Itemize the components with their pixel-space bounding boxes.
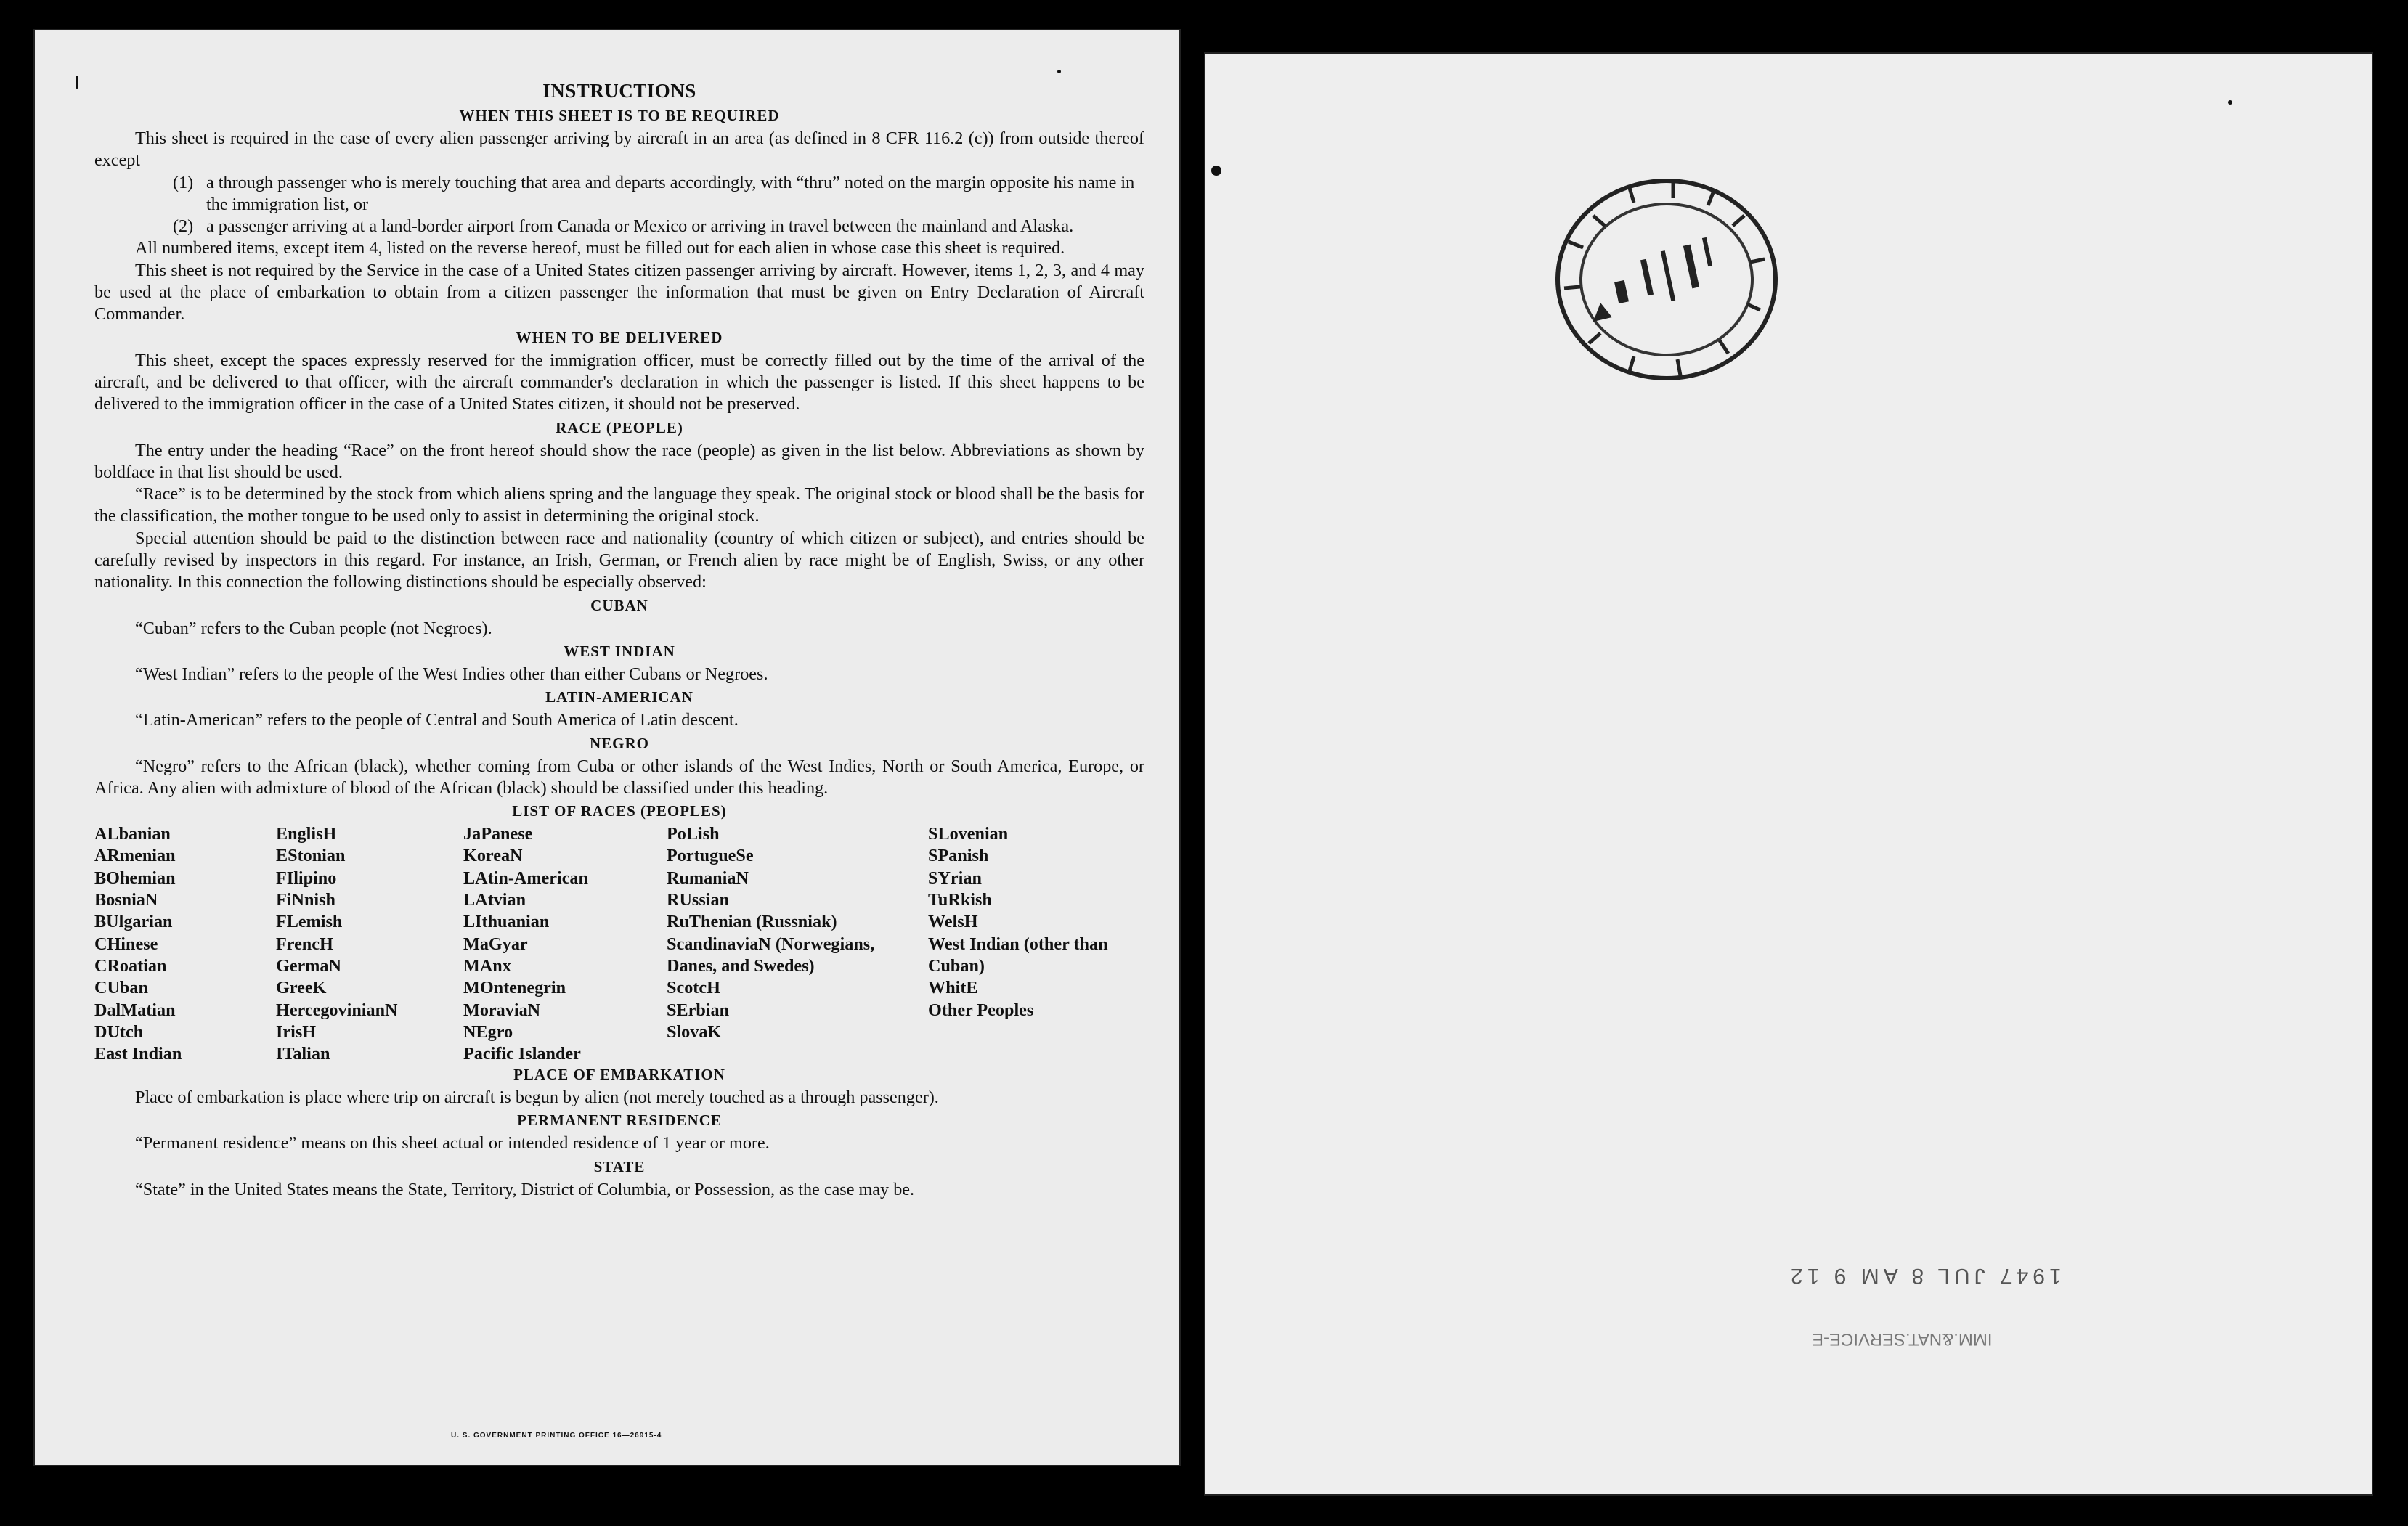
race-entry: EStonian <box>276 846 346 866</box>
race-entry: TuRkish <box>928 890 992 910</box>
race-entry: HercegovinianN <box>276 1000 398 1020</box>
race-entry: NEgro <box>463 1021 513 1042</box>
section-state: STATE <box>593 1157 646 1175</box>
paragraph-required: This sheet is required in the case of every alien passenger arriving by aircraft in an area (as defined in 8 CFR 116.2 (c)) from outside thereof except <box>94 128 1144 171</box>
race-entry: DUtch <box>94 1021 144 1042</box>
paragraph-numbered-items: All numbered items, except item 4, listed on the reverse hereof, must be filled out for each alien in whose case this sheet is required. <box>135 238 1065 258</box>
race-entry: SLovenian <box>928 824 1009 844</box>
race-entry: SPanish <box>928 846 989 866</box>
race-entry: MOntenegrin <box>463 978 566 998</box>
race-entry: Other Peoples <box>928 1000 1034 1020</box>
scan-speck <box>1057 70 1061 73</box>
received-date-stamp: 1947 JUL 8 AM 9 12 <box>1786 1264 2062 1288</box>
race-entry: BOhemian <box>94 868 176 888</box>
race-entry: JaPanese <box>463 824 533 844</box>
race-entry: CHinese <box>94 934 158 954</box>
race-entry: ALbanian <box>94 824 171 844</box>
race-entry: SYrian <box>928 868 982 888</box>
race-entry: FrencH <box>276 934 333 954</box>
paragraph-citizen: This sheet is not required by the Service in the case of a United States citizen passenger arriving by aircraft. However, items 1, 2, 3, and 4 may be used at the place of embarkation to obtain from a citizen passenger the information that must be given on Entry Declaration of Aircraft Commander. <box>94 260 1144 325</box>
section-negro: NEGRO <box>589 734 649 752</box>
item-number: (1) <box>173 172 194 192</box>
race-entry: IrisH <box>276 1021 317 1042</box>
section-when-delivered: WHEN TO BE DELIVERED <box>516 328 723 346</box>
race-column-1 <box>94 823 269 1065</box>
race-column-3 <box>463 823 659 1065</box>
race-entry: WhitE <box>928 978 978 998</box>
race-entry: ARmenian <box>94 846 176 866</box>
race-entry: RuThenian (Russniak) <box>667 912 837 932</box>
race-entry: East Indian <box>94 1044 182 1064</box>
scan-speck <box>2228 100 2232 105</box>
race-entry: BUlgarian <box>94 912 173 932</box>
race-entry: WelsH <box>928 912 978 932</box>
paragraph-west-indian: “West Indian” refers to the people of the West Indies other than either Cubans or Negroes. <box>135 664 768 684</box>
instructions-document <box>94 80 1144 1201</box>
race-entry: CUban <box>94 978 148 998</box>
race-entry: RumaniaN <box>667 868 749 888</box>
race-entry: FIlipino <box>276 868 337 888</box>
paragraph-permanent-residence: “Permanent residence” means on this sheet actual or intended residence of 1 year or more. <box>135 1133 770 1154</box>
paragraph-latin-american: “Latin-American” refers to the people of Central and South America of Latin descent. <box>135 710 739 730</box>
paragraph-race-stock: “Race” is to be determined by the stock from which aliens spring and the language they speak. The original stock or blood shall be the basis for the classification, the mother tongue to be used only to assist in determining the original stock. <box>94 484 1144 526</box>
race-entry: EnglisH <box>276 824 337 844</box>
race-entry: ITalian <box>276 1044 330 1064</box>
item-number: (2) <box>173 216 194 237</box>
race-entry: MoraviaN <box>463 1000 541 1020</box>
paragraph-delivered: This sheet, except the spaces expressly reserved for the immigration officer, must be correctly filled out by the time of the arrival of the aircraft, and be delivered to that officer, with the aircraft commander's declaration in which the passenger is listed. If this sheet happens to be delivered to the immigration officer in the case of a United States citizen, it should not be preserved. <box>94 350 1144 415</box>
race-entry: MaGyar <box>463 934 528 954</box>
item-text: a passenger arriving at a land-border airport from Canada or Mexico or arriving in travel between the mainland and Alaska. <box>206 216 1074 237</box>
race-entry: SlovaK <box>667 1021 722 1042</box>
race-entry: LAtvian <box>463 890 526 910</box>
race-entry: FLemish <box>276 912 343 932</box>
item-text: a through passenger who is merely touching that area and departs accordingly, with “thru” noted on the margin opposite his name in the immigration list, or <box>206 172 1135 214</box>
race-entry: ScotcH <box>667 978 720 998</box>
race-entry: GreeK <box>276 978 327 998</box>
paragraph-negro: “Negro” refers to the African (black), whether coming from Cuba or other islands of the West Indies, North or South America, Europe, or Africa. Any alien with admixture of blood of the African (black) should be classified under this heading. <box>94 756 1144 798</box>
race-entry: BosniaN <box>94 890 158 910</box>
paragraph-cuban: “Cuban” refers to the Cuban people (not Negroes). <box>135 618 492 638</box>
race-entry: West Indian (other than Cuban) <box>928 934 1108 976</box>
scan-speck <box>76 76 78 89</box>
race-entry: GermaN <box>276 955 341 976</box>
race-entry: LIthuanian <box>463 912 550 932</box>
race-entry: PortugueSe <box>667 846 754 866</box>
paragraph-race-entry: The entry under the heading “Race” on the front hereof should show the race (people) as given in the list below. Abbreviations as shown by boldface in that list should be used. <box>94 440 1144 482</box>
race-entry: PoLish <box>667 824 720 844</box>
race-column-2 <box>276 823 457 1065</box>
section-when-required: WHEN THIS SHEET IS TO BE REQUIRED <box>459 107 780 124</box>
section-latin-american: LATIN-AMERICAN <box>545 688 693 706</box>
section-list-of-races: LIST OF RACES (PEOPLES) <box>512 802 727 820</box>
section-embarkation: PLACE OF EMBARKATION <box>513 1066 725 1084</box>
section-cuban: CUBAN <box>590 596 648 614</box>
race-column-5 <box>928 823 1146 1021</box>
race-entry: FiNnish <box>276 890 335 910</box>
instructions-title: INSTRUCTIONS <box>542 80 696 102</box>
scan-speck <box>1211 166 1221 176</box>
race-entry: RUssian <box>667 890 730 910</box>
section-permanent-residence: PERMANENT RESIDENCE <box>517 1111 722 1130</box>
printer-imprint: U. S. GOVERNMENT PRINTING OFFICE 16—26915-4 <box>451 1432 662 1440</box>
service-stamp: IMM.&NAT.SERVICE-E <box>1812 1329 1993 1349</box>
race-entry: MAnx <box>463 955 511 976</box>
circular-postmark <box>1550 172 1783 387</box>
section-race: RACE (PEOPLE) <box>556 418 683 436</box>
instructions-page <box>33 29 1181 1466</box>
race-entry: Pacific Islander <box>463 1044 581 1064</box>
paragraph-state: “State” in the United States means the State, Territory, District of Columbia, or Possession, as the case may be. <box>135 1179 915 1199</box>
paragraph-race-nationality: Special attention should be paid to the distinction between race and nationality (country of which citizen or subject), and entries should be carefully revised by inspectors in this regard. For instance, an Irish, German, or French alien by race might be of English, Swiss, or any other nationality. In this connection the following distinctions should be especially observed: <box>94 528 1144 592</box>
race-column-4 <box>667 823 884 1043</box>
exception-item-1 <box>94 172 1144 216</box>
race-entry: KoreaN <box>463 846 523 866</box>
race-entry: LAtin-American <box>463 868 588 888</box>
race-list <box>94 823 1144 1063</box>
race-entry: SErbian <box>667 1000 730 1020</box>
section-west-indian: WEST INDIAN <box>564 642 675 660</box>
race-entry: CRoatian <box>94 955 167 976</box>
paragraph-embarkation: Place of embarkation is place where trip on aircraft is begun by alien (not merely touched as a through passenger). <box>135 1088 939 1108</box>
race-entry: DalMatian <box>94 1000 176 1020</box>
exception-item-2 <box>94 216 1144 237</box>
race-entry: ScandinaviaN (Norwegians, Danes, and Swedes) <box>667 934 875 976</box>
